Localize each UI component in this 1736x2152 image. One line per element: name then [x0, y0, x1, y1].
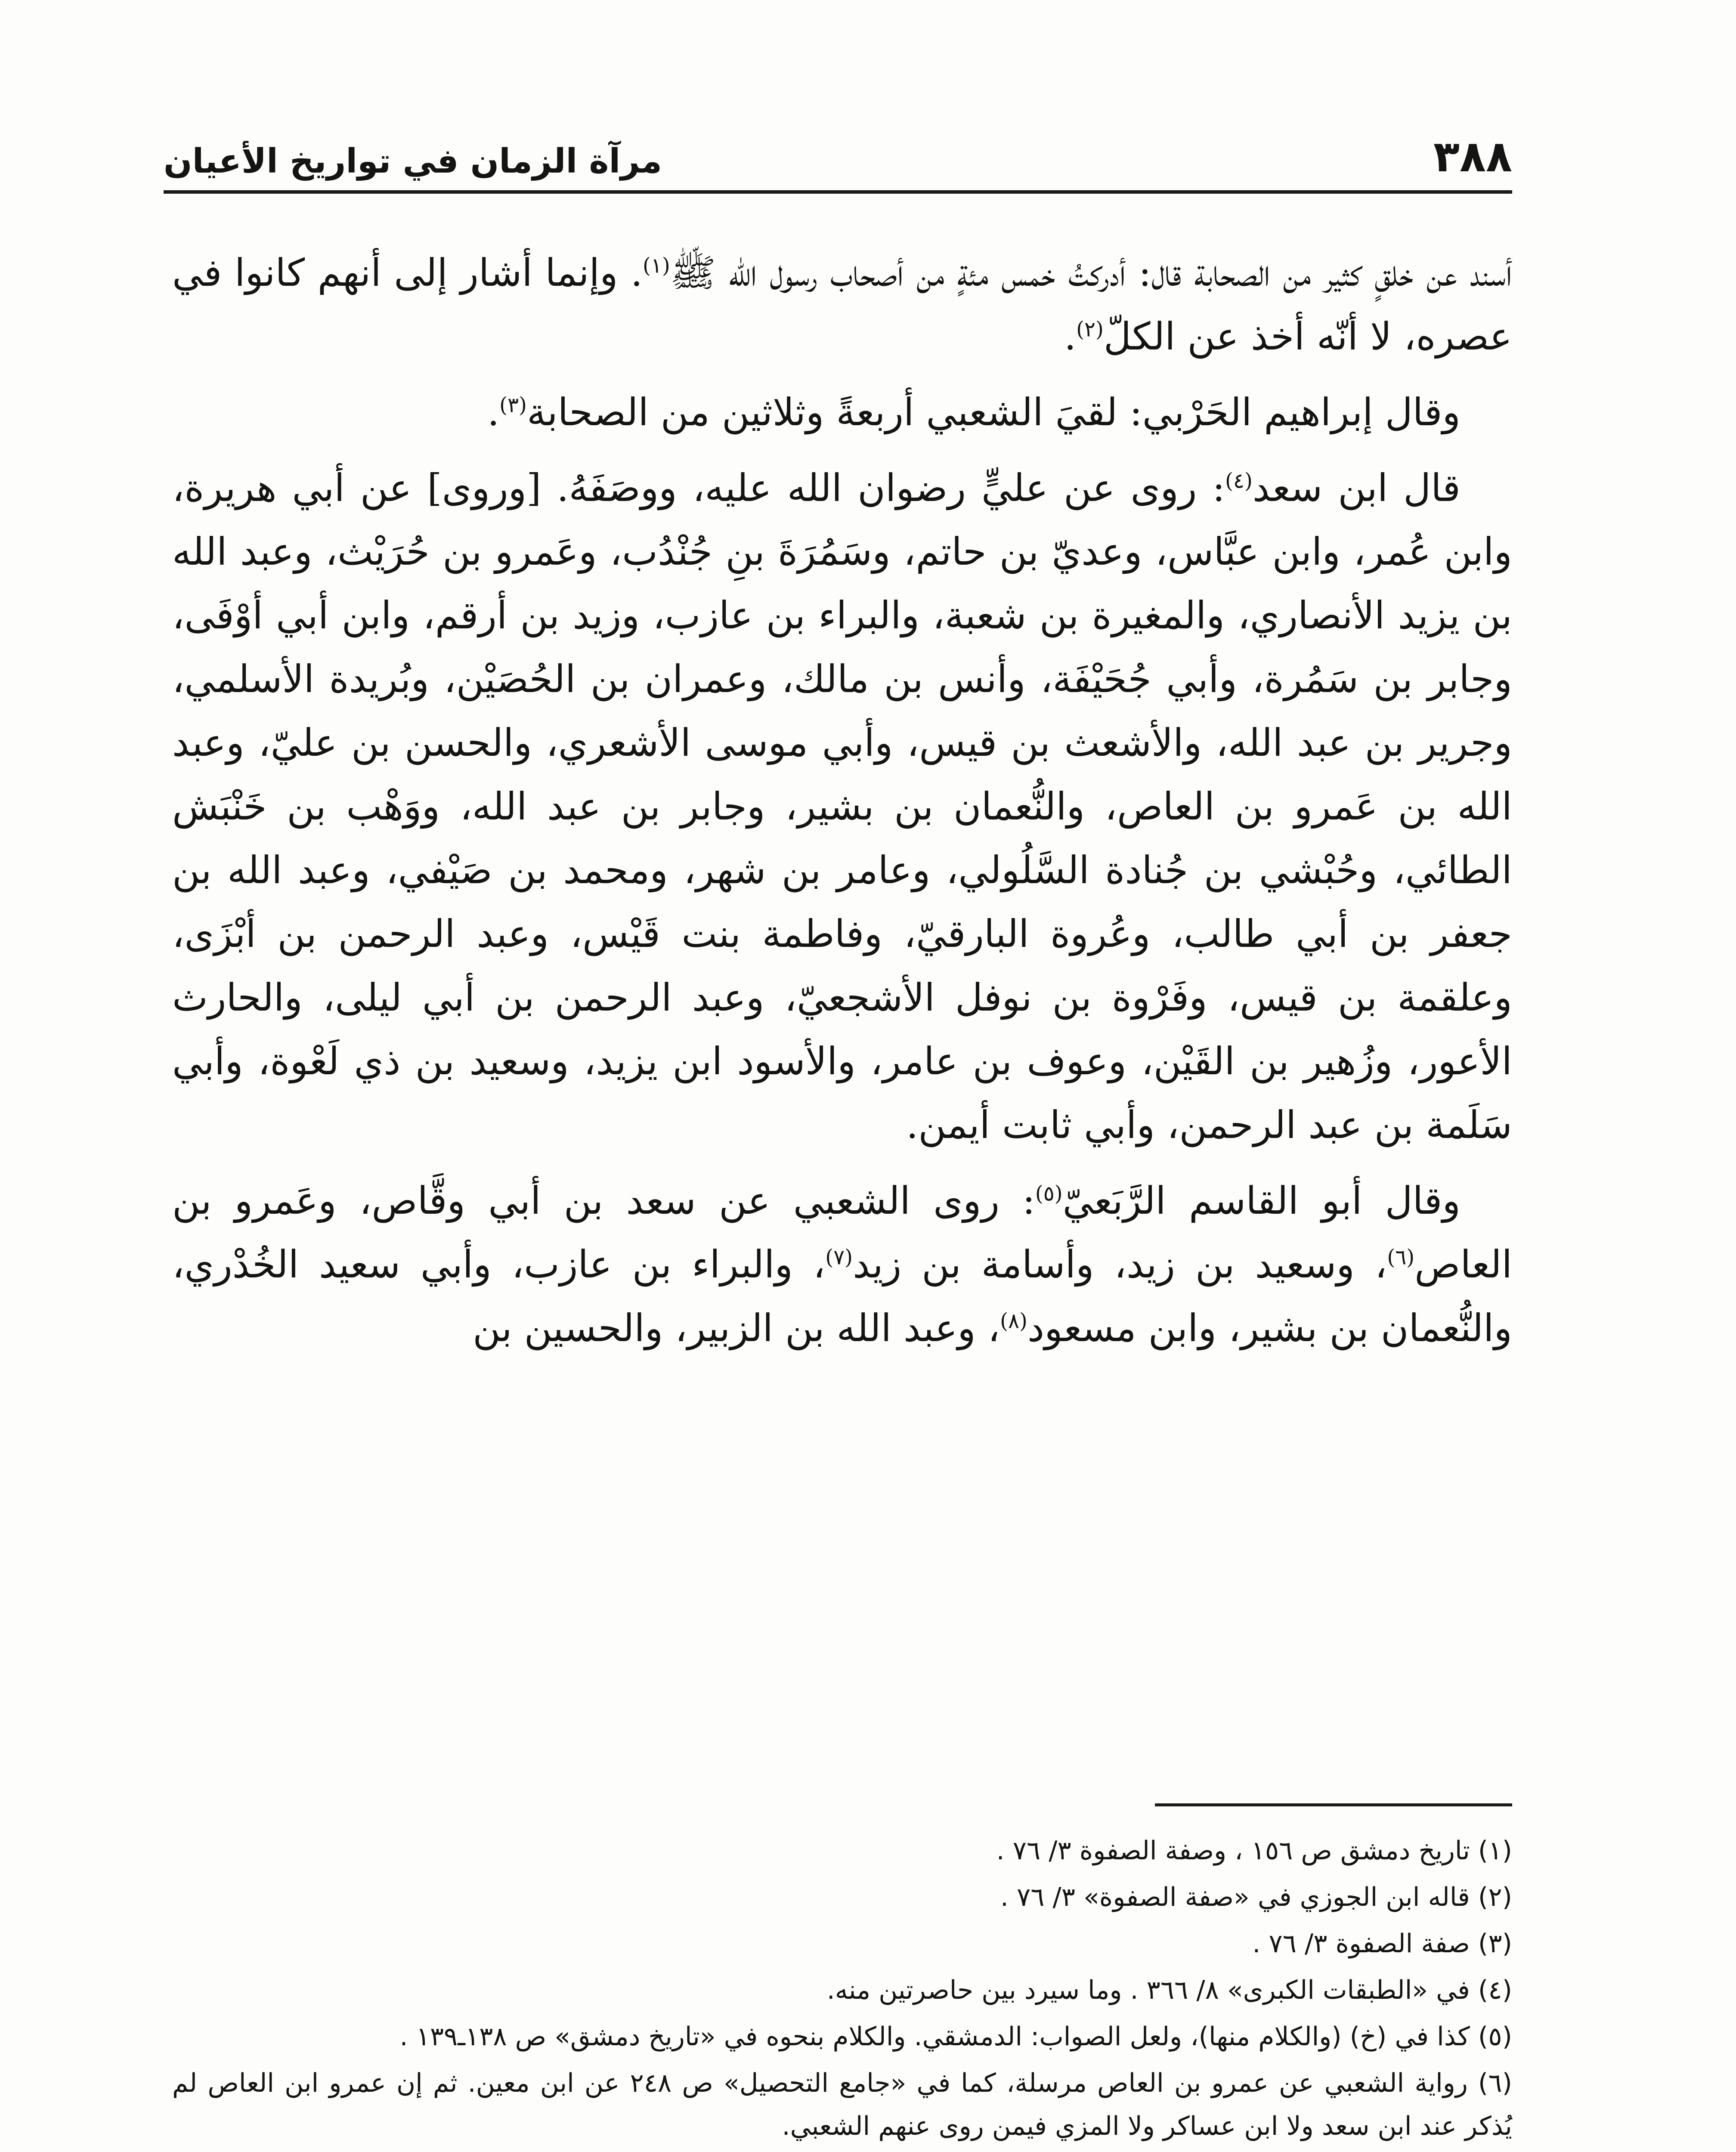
body-text-run: . [487, 390, 500, 434]
footnote-item: (٥) كذا في (خ) (والكلام منها)، ولعل الصواب: الدمشقي. والكلام بنحوه في «تاريخ دمشق» ص ١٣٨ـ١٣٩ . [399, 2022, 1512, 2052]
body-text-run: ، وسعيد بن زيد، وأسامة بن زيد [853, 1242, 1387, 1286]
body-text-run: قال ابن سعد [1252, 466, 1461, 510]
body-text-run: . [1064, 314, 1077, 359]
footnote-ref: (٧) [825, 1245, 853, 1270]
footnote-ref: (١) [643, 254, 670, 278]
footnote-separator [1155, 1803, 1512, 1806]
footnote-item: (٤) في «الطبقات الكبرى» ٨/ ٣٦٦ . وما سيرد بين حاصرتين منه. [826, 1975, 1512, 2005]
body-text-run: أسند عن خلقٍ كثير من الصحابة قال: أدركتُ خمس مئةٍ من أصحاب رسول الله ﷺ [670, 250, 1512, 295]
footnote-ref: (٦) [1387, 1245, 1415, 1270]
footnote-item: (٣) صفة الصفوة ٣/ ٧٦ . [1252, 1929, 1512, 1959]
running-title: مرآة الزمان في تواريخ الأعيان [164, 142, 662, 181]
footnote-ref: (٢) [1076, 317, 1104, 342]
footnote-item: (١) تاريخ دمشق ص ١٥٦ ، وصفة الصفوة ٣/ ٧٦ . [996, 1836, 1512, 1866]
footnote-item: (٦) رواية الشعبي عن عمرو بن العاص مرسلة، كما في «جامع التحصيل» ص ٢٤٨ عن ابن معين. ثم إن عمرو ابن العاص لم يُذكر عند ابن سعد ولا ابن عساكر ولا المزي فيمن روى عنهم الشعبي. [172, 2068, 1512, 2141]
body-paragraph [172, 1169, 1512, 1360]
body-text-run: ، وعبد الله بن الزبير، والحسين بن [473, 1306, 1000, 1350]
body-paragraph [172, 241, 1512, 368]
main-text [172, 241, 1512, 1372]
footnote-ref: (٣) [499, 393, 527, 417]
footnotes [172, 1829, 1512, 2152]
body-paragraph [172, 380, 1512, 444]
body-text-run: وقال إبراهيم الحَرْبي: لقيَ الشعبي أربعةً وثلاثين من الصحابة [526, 390, 1461, 434]
body-paragraph [172, 456, 1512, 1157]
footnote-ref: (٤) [1225, 469, 1253, 493]
body-text-run: : روى الشعبي عن سعد بن أبي وقَّاص، وعَمرو بن العاص [172, 1178, 1513, 1286]
body-text-run: : روى عن عليٍّ رضوان الله عليه، ووصَفَهُ. [وروى] عن أبي هريرة، وابن عُمر، وابن عبَّاس، وعديّ بن حاتم، وسَمُرَةَ بنِ جُنْدُب، وعَمرو بن حُرَيْث، وعبد الله بن يزيد الأنصاري، والمغيرة بن شعبة، والبراء بن عازب، وزيد بن أرقم، وابن أبي أوْفَى، وجابر بن سَمُرة، وأبي جُحَيْفَة، وأنس بن مالك، وعمران بن الحُصَيْن، وبُريدة الأسلمي، وجرير بن عبد الله، والأشعث بن قيس، وأبي موسى الأشعري، والحسن بن عليّ، وعبد الله بن عَمرو بن العاص، والنُّعمان بن بشير، وجابر بن عبد الله، ووَهْب بن خَنْبَش الطائي، وحُبْشي بن جُنادة السَّلُولي، وعامر بن شهر، ومحمد بن صَيْفي، وعبد الله بن جعفر بن أبي طالب، وعُروة البارقيّ، وفاطمة بنت قَيْس، وعبد الرحمن بن أبْزَى، وعلقمة بن قيس، وفَرْوة بن نوفل الأشجعيّ، وعبد الرحمن بن أبي ليلى، والحارث الأعور، وزُهير بن القَيْن، وعوف بن عامر، والأسود ابن يزيد، وسعيد بن ذي لَعْوة، وأبي سَلَمة بن عبد الرحمن، وأبي ثابت أيمن. [172, 466, 1513, 1147]
footnote-ref: (٥) [1035, 1181, 1063, 1206]
page-number: ٣٨٨ [1433, 131, 1512, 182]
body-text-run: ، والبراء بن عازب، وأبي سعيد الخُدْري، والنُّعمان بن بشير، وابن مسعود [172, 1242, 1512, 1350]
body-text-run: . وإنما أشار إلى أنهم كانوا في عصره، لا أنّه أخذ عن الكلّ [172, 250, 1512, 359]
page-header [164, 108, 1512, 194]
body-text-run: وقال أبو القاسم الرَّبَعيّ [1062, 1178, 1461, 1223]
footnote-item: (٢) قاله ابن الجوزي في «صفة الصفوة» ٣/ ٧٦ . [1000, 1882, 1512, 1912]
footnote-ref: (٨) [1000, 1309, 1027, 1333]
